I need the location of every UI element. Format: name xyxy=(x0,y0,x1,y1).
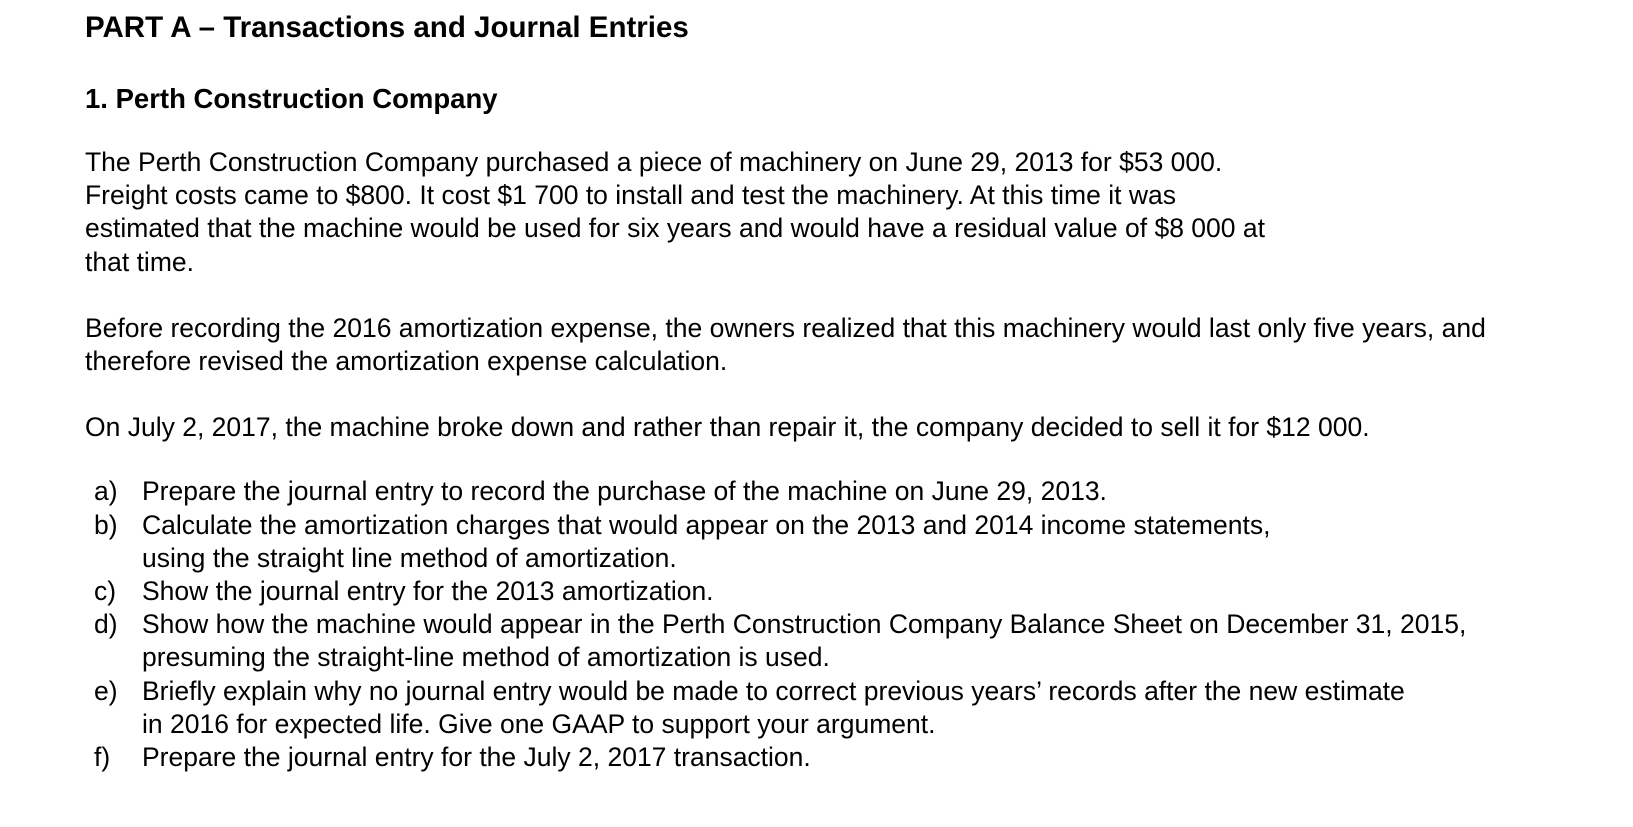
question-marker: f) xyxy=(94,742,111,773)
question-text: Briefly explain why no journal entry would be made to correct previous years’ records after the new estimate in 2016 for expected life. Give one GAAP to support your argument. xyxy=(142,675,1405,739)
question-item-e xyxy=(85,675,1605,741)
question-marker: e) xyxy=(94,675,118,706)
question-item-b xyxy=(85,509,1605,575)
question-text: Calculate the amortization charges that would appear on the 2013 and 2014 income statements, using the straight line method of amortization. xyxy=(142,509,1271,573)
question-text: Show the journal entry for the 2013 amortization. xyxy=(142,576,714,607)
question-text: Prepare the journal entry to record the purchase of the machine on June 29, 2013. xyxy=(142,476,1107,507)
question-text: Show how the machine would appear in the Perth Construction Company Balance Sheet on December 31, 2015, presuming the straight-line method of amortization is used. xyxy=(142,609,1467,673)
question-marker: b) xyxy=(94,509,118,540)
question-marker: d) xyxy=(94,609,118,640)
paragraph-purchase-details: The Perth Construction Company purchased a piece of machinery on June 29, 2013 for $53 000. Freight costs came to $800. It cost $1 700 to install and test the machinery. At this time it was estimated that the machine would be used for six years and would have a residual value of $8 000 at that time. xyxy=(85,147,1265,277)
question-list xyxy=(85,475,1605,774)
question-item-f xyxy=(85,741,1605,774)
question-marker: c) xyxy=(94,576,117,607)
question-text: Prepare the journal entry for the July 2, 2017 transaction. xyxy=(142,742,811,773)
question-item-a xyxy=(85,475,1605,508)
paragraph-sale: On July 2, 2017, the machine broke down and rather than repair it, the company decided to sell it for $12 000. xyxy=(85,412,1370,443)
section-title: 1. Perth Construction Company xyxy=(85,83,498,114)
question-item-d xyxy=(85,608,1605,674)
question-item-c xyxy=(85,575,1605,608)
part-title: PART A – Transactions and Journal Entries xyxy=(85,11,689,44)
question-marker: a) xyxy=(94,476,118,507)
paragraph-revised-estimate: Before recording the 2016 amortization expense, the owners realized that this machinery would last only five years, and therefore revised the amortization expense calculation. xyxy=(85,312,1486,377)
document-page xyxy=(85,10,1605,774)
